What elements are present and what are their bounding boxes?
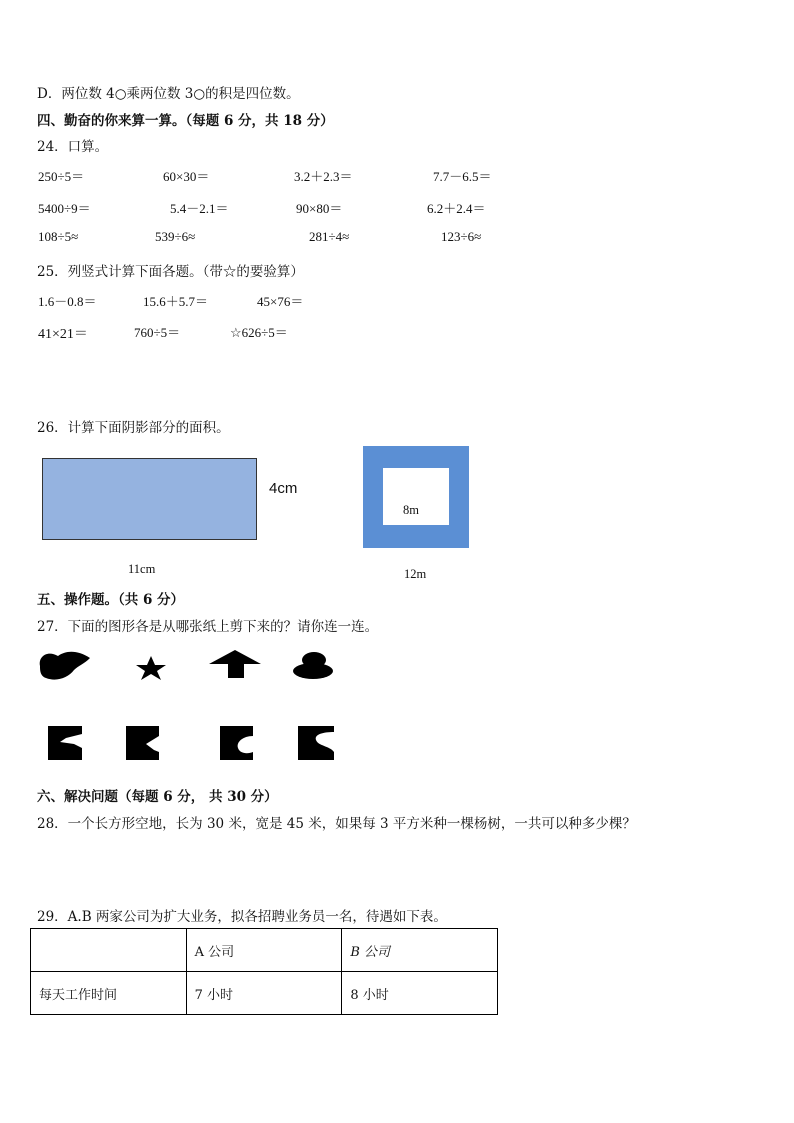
rect-width-label: 11cm	[128, 562, 156, 576]
oral-calc: 281÷4≈	[309, 229, 350, 244]
oral-calc: 250÷5＝	[38, 169, 85, 184]
vertical-calc: 760÷5＝	[134, 325, 181, 340]
vertical-calc: 45×76＝	[257, 294, 304, 309]
question-25: 25．列竖式计算下面各题。（带☆的要验算）	[37, 264, 304, 280]
star-shape	[136, 656, 166, 680]
shaded-square-frame	[363, 446, 469, 548]
shaded-rectangle	[42, 458, 257, 540]
oral-calc: 5400÷9＝	[38, 201, 91, 216]
table-cell: 每天工作时间	[31, 972, 187, 1015]
section-6-heading: 六、解决问题（每题 6 分， 共 30 分）	[37, 789, 278, 805]
section-5-heading: 五、操作题。（共 6 分）	[37, 592, 185, 608]
vertical-calc: ☆626÷5＝	[230, 325, 288, 340]
oral-calc: 5.4－2.1＝	[170, 201, 229, 216]
oral-calc: 3.2＋2.3＝	[294, 169, 353, 184]
table-header-a: A 公司	[186, 929, 342, 972]
oral-calc: 90×80＝	[296, 201, 343, 216]
rect-height-label: 4cm	[269, 480, 298, 497]
question-29: 29．A.B 两家公司为扩大业务，拟各招聘业务员一名，待遇如下表。	[37, 909, 447, 925]
table-row	[31, 929, 498, 972]
cut-paper-2	[126, 726, 159, 760]
oral-calc: 108÷5≈	[38, 229, 79, 244]
salary-table	[30, 928, 498, 1015]
cut-paper-3	[220, 726, 253, 760]
oral-calc: 6.2＋2.4＝	[427, 201, 486, 216]
question-28: 28．一个长方形空地，长为 30 米，宽是 45 米，如果每 3 平方米种一棵杨树，一共可以种多少棵？	[37, 816, 636, 832]
cut-paper-4	[298, 726, 334, 760]
table-header-b: B 公司	[342, 929, 498, 972]
table-cell: 8 小时	[342, 972, 498, 1015]
vertical-calc: 15.6＋5.7＝	[143, 294, 209, 309]
question-27: 27．下面的图形各是从哪张纸上剪下来的？请你连一连。	[37, 619, 379, 635]
inner-square-label: 8m	[403, 503, 419, 517]
table-cell	[31, 929, 187, 972]
outer-square-label: 12m	[404, 567, 427, 581]
option-d: D．两位数 4○乘两位数 3○的积是四位数。	[37, 86, 300, 102]
oral-calc: 7.7－6.5＝	[433, 169, 492, 184]
oral-calc: 123÷6≈	[441, 229, 482, 244]
oral-calc: 60×30＝	[163, 169, 210, 184]
table-cell: 7 小时	[186, 972, 342, 1015]
question-26: 26．计算下面阴影部分的面积。	[37, 420, 230, 436]
cut-shapes	[38, 648, 338, 763]
vertical-calc: 41×21＝	[38, 327, 88, 342]
snowman-shape-bottom	[293, 663, 333, 679]
oral-calc: 539÷6≈	[155, 229, 196, 244]
question-24: 24．口算。	[37, 139, 109, 155]
section-4-heading: 四、勤奋的你来算一算。（每题 6 分，共 18 分）	[37, 113, 334, 129]
heart-shape	[40, 652, 90, 680]
cut-paper-1	[48, 726, 82, 760]
arrow-shape	[209, 650, 261, 678]
table-row	[31, 972, 498, 1015]
vertical-calc: 1.6－0.8＝	[38, 294, 97, 309]
